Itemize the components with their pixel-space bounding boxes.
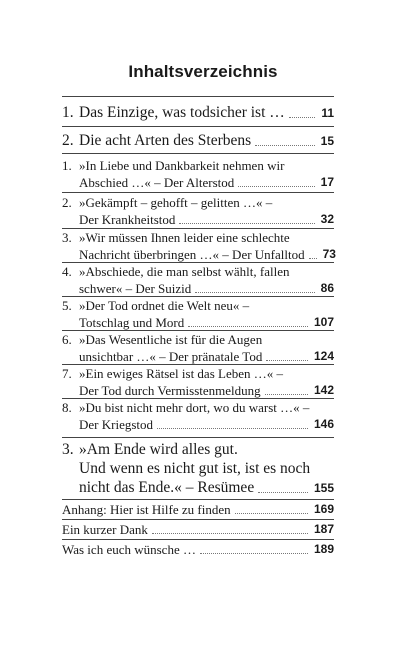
dot-leader <box>309 258 317 259</box>
chapter-number: 2. <box>62 132 74 149</box>
page-number: 146 <box>313 417 334 431</box>
toc-subentry-5[interactable] <box>62 297 334 331</box>
divider <box>62 96 334 97</box>
divider <box>62 126 334 127</box>
dot-leader <box>157 428 308 429</box>
subentry-title-line1: »Das Wesentliche ist für die Augen <box>79 332 263 347</box>
divider <box>62 192 334 193</box>
subentry-number: 4. <box>62 264 72 279</box>
toc-subentry-3[interactable] <box>62 229 334 263</box>
entry-title: Was ich euch wünsche … <box>62 542 196 557</box>
entry-title: Ein kurzer Dank <box>62 522 148 537</box>
page-number: 73 <box>322 247 336 261</box>
subentry-title-line1: »Gekämpft – gehofft – gelitten …« – <box>79 195 273 210</box>
toc-entry-appendix[interactable] <box>62 501 334 518</box>
toc-subentry-7[interactable] <box>62 365 334 399</box>
toc-entry-chapter-3[interactable] <box>62 440 334 497</box>
dot-leader <box>265 394 308 395</box>
toc-entry-wishes[interactable] <box>62 541 334 558</box>
chapter-title-line3: nicht das Ende.« – Resümee <box>79 479 255 496</box>
subentry-title-line2: schwer« – Der Suizid <box>79 281 192 296</box>
entry-title: Anhang: Hier ist Hilfe zu finden <box>62 502 231 517</box>
page-number: 15 <box>320 134 334 148</box>
subentry-number: 5. <box>62 298 72 313</box>
dot-leader <box>200 553 308 554</box>
dot-leader <box>289 117 316 118</box>
dot-leader <box>152 533 308 534</box>
page-number: 189 <box>313 542 334 556</box>
page-number: 187 <box>313 522 334 536</box>
page-number: 107 <box>313 315 334 329</box>
subentry-number: 1. <box>62 158 72 173</box>
dot-leader <box>179 223 314 224</box>
toc-subentry-4[interactable] <box>62 263 334 297</box>
page-number: 17 <box>320 175 334 189</box>
divider <box>62 539 334 540</box>
dot-leader <box>258 492 308 493</box>
subentry-title-line1: »Abschiede, die man selbst wählt, fallen <box>79 264 290 279</box>
toc-entry-chapter-1[interactable] <box>62 103 334 122</box>
chapter-title-line2: Und wenn es nicht gut ist, ist es noch <box>79 460 311 477</box>
subentry-number: 2. <box>62 195 72 210</box>
page-number: 169 <box>313 502 334 516</box>
toc-entry-thanks[interactable] <box>62 521 334 538</box>
subentry-title-line2: Abschied …« – Der Alterstod <box>79 175 235 190</box>
subentry-title-line1: »Wir müssen Ihnen leider eine schlechte <box>79 230 290 245</box>
divider <box>62 153 334 154</box>
page-number: 32 <box>320 212 334 226</box>
subentry-title-line1: »Ein ewiges Rätsel ist das Leben …« – <box>79 366 283 381</box>
subentry-title-line2: Totschlag und Mord <box>79 315 185 330</box>
subentry-title-line1: »In Liebe und Dankbarkeit nehmen wir <box>79 158 285 173</box>
chapter-title: Das Einzige, was todsicher ist … <box>79 104 285 121</box>
subentry-number: 7. <box>62 366 72 381</box>
subentry-title-line2: Der Tod durch Vermisstenmeldung <box>79 383 261 398</box>
chapter-title-line1: »Am Ende wird alles gut. <box>79 441 238 458</box>
divider <box>62 437 334 438</box>
dot-leader <box>235 513 308 514</box>
toc-subentry-8[interactable] <box>62 399 334 433</box>
subentry-title-line1: »Der Tod ordnet die Welt neu« – <box>79 298 250 313</box>
subentry-number: 6. <box>62 332 72 347</box>
toc-subentry-6[interactable] <box>62 331 334 365</box>
toc-entry-chapter-2[interactable] <box>62 131 334 150</box>
page-title: Inhaltsverzeichnis <box>128 62 278 81</box>
chapter-number: 3. <box>62 441 74 458</box>
subentry-title-line2: Der Kriegstod <box>79 417 154 432</box>
toc-subentry-1[interactable] <box>62 157 334 191</box>
chapter-number: 1. <box>62 104 74 121</box>
page-number: 11 <box>321 106 334 120</box>
subentry-number: 3. <box>62 230 72 245</box>
subentry-title-line2: Nachricht überbringen …« – Der Unfalltod <box>79 247 305 262</box>
divider <box>62 499 334 500</box>
page-number: 142 <box>313 383 334 397</box>
dot-leader <box>188 326 308 327</box>
subentry-title-line2: Der Krankheitstod <box>79 212 176 227</box>
chapter-title: Die acht Arten des Sterbens <box>79 132 252 149</box>
subentry-title-line2: unsichtbar …« – Der pränatale Tod <box>79 349 263 364</box>
subentry-title-line1: »Du bist nicht mehr dort, wo du warst …« – <box>79 400 310 415</box>
dot-leader <box>255 145 314 146</box>
page-number: 124 <box>313 349 334 363</box>
subentry-number: 8. <box>62 400 72 415</box>
divider <box>62 519 334 520</box>
page-number: 155 <box>313 481 334 495</box>
toc-subentry-2[interactable] <box>62 194 334 228</box>
dot-leader <box>238 186 314 187</box>
dot-leader <box>195 292 314 293</box>
page-number: 86 <box>320 281 334 295</box>
dot-leader <box>266 360 308 361</box>
